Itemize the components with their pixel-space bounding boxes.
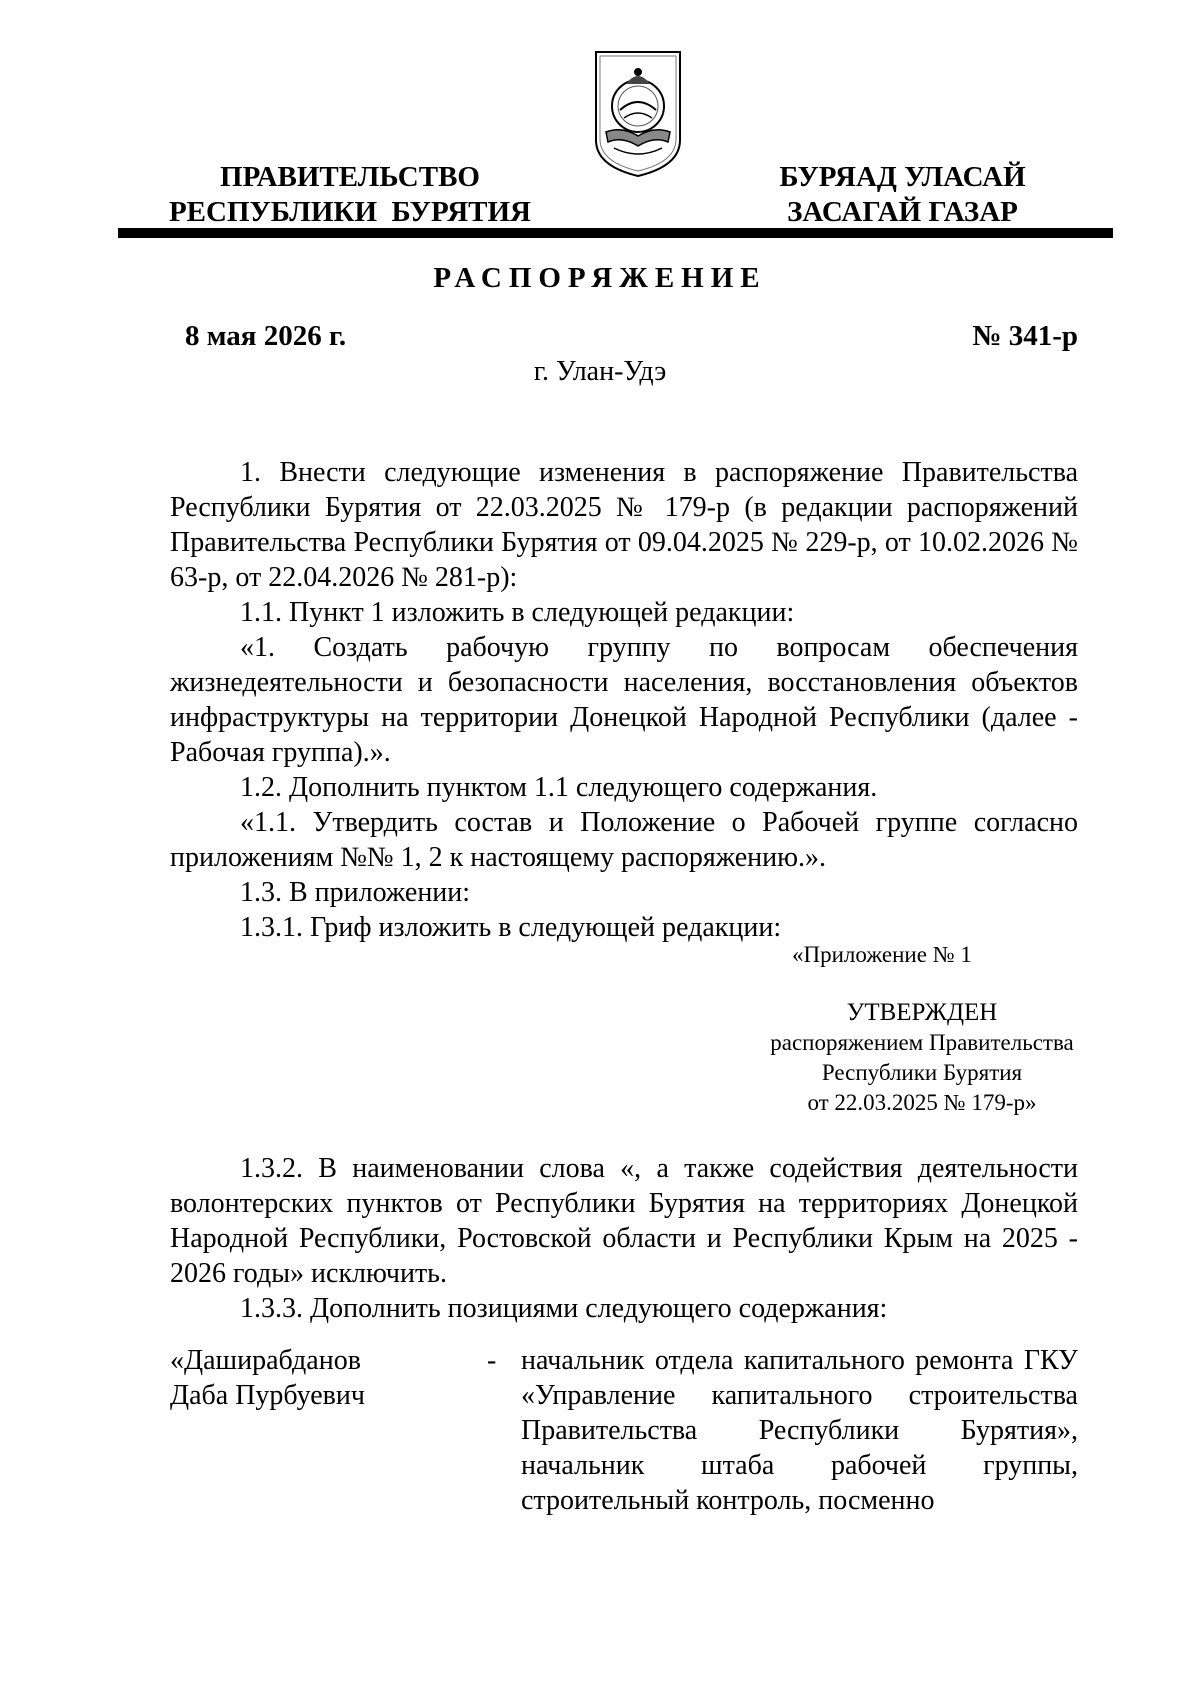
member-name-line1: «Даширабданов <box>170 1345 361 1376</box>
member-dash: - <box>487 1345 497 1376</box>
member-name <box>170 1343 410 1413</box>
government-name-ru-line1: ПРАВИТЕЛЬСТВО <box>220 161 480 193</box>
approval-line: от 22.03.2025 № 179-р» <box>807 1090 1037 1115</box>
government-name-bua <box>760 160 1045 230</box>
paragraph: 1.3.2. В наименовании слова «, а также содействия деятельности волонтерских пунктов от Республики Бурятия на территориях Донецкой Народной Республики, Ростовской области и Республики Крым на 2025 - 2026 годы» исключить. <box>170 1153 1078 1289</box>
member-name-line2: Даба Пурбуевич <box>170 1380 365 1411</box>
paragraph: «1. Создать рабочую группу по вопросам обеспечения жизнедеятельности и безопасности населения, восстановления объектов инфраструктуры на территории Донецкой Народной Республики (далее - Рабочая группа).». <box>170 632 1078 768</box>
document-city: г. Улан-Удэ <box>533 356 667 387</box>
paragraph: 1.1. Пункт 1 изложить в следующей редакции: <box>240 597 795 628</box>
government-name-ru-line2: РЕСПУБЛИКИ БУРЯТИЯ <box>168 196 532 228</box>
document-body-part1 <box>170 455 1078 945</box>
approval-line: Республики Бурятия <box>821 1060 1023 1085</box>
paragraph: 1.2. Дополнить пунктом 1.1 следующего содержания. <box>240 772 878 803</box>
government-name-bua-line2: ЗАСАГАЙ ГАЗАР <box>787 196 1018 228</box>
coat-of-arms-icon <box>592 48 684 178</box>
government-name-ru <box>165 160 535 230</box>
document-date: 8 мая 2026 г. <box>185 320 347 352</box>
approved-label: УТВЕРЖДЕН <box>846 999 998 1026</box>
attachment-label: «Приложение № 1 <box>792 942 972 967</box>
document-title: РАСПОРЯЖЕНИЕ <box>433 262 767 294</box>
document-body-part2 <box>170 1151 1078 1326</box>
paragraph: 1.3.1. Гриф изложить в следующей редакции: <box>240 912 782 943</box>
government-name-bua-line1: БУРЯАД УЛАСАЙ <box>779 161 1026 193</box>
member-role: начальник отдела капитального ремонта ГКУ «Управление капитального строительства Правительства Республики Бурятия», начальник штаба рабочей группы, строительный контроль, посменно <box>521 1345 1078 1516</box>
paragraph: 1.3.3. Дополнить позициями следующего содержания: <box>240 1293 888 1324</box>
paragraph: 1.3. В приложении: <box>240 877 471 908</box>
header-divider <box>118 228 1113 238</box>
approval-line: распоряжением Правительства <box>770 1030 1074 1055</box>
approval-block <box>762 940 1082 1118</box>
paragraph: 1. Внести следующие изменения в распоряжение Правительства Республики Бурятия от 22.03.2025 № 179-р (в редакции распоряжений Правительства Республики Бурятия от 09.04.2025 № 229-р, от 10.02.2026 № 63-р, от 22.04.2026 № 281-р): <box>170 457 1078 593</box>
paragraph: «1.1. Утвердить состав и Положение о Рабочей группе согласно приложениям №№ 1, 2 к настоящему распоряжению.». <box>170 807 1078 873</box>
document-number: № 341-р <box>972 320 1078 352</box>
